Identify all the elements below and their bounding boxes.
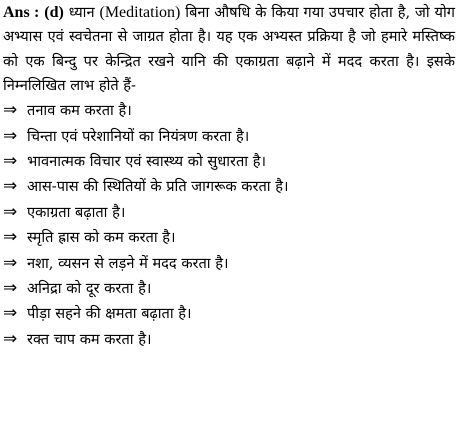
list-item <box>3 174 455 199</box>
arrow-icon: ⇒ <box>3 150 18 171</box>
benefit-text: भावनात्मक विचार एवं स्वास्थ्य को सुधारता है। <box>27 152 267 170</box>
list-item <box>3 276 455 301</box>
arrow-icon: ⇒ <box>3 277 18 298</box>
benefit-text: रक्त चाप कम करता है। <box>27 330 152 348</box>
answer-term: (Meditation) <box>99 4 181 21</box>
benefit-text: एकाग्रता बढ़ाता है। <box>27 203 126 221</box>
benefits-list <box>3 98 455 352</box>
benefit-text: अनिद्रा को दूर करता है। <box>27 279 152 297</box>
benefit-text: पीड़ा सहने की क्षमता बढ़ाता है। <box>27 305 192 323</box>
benefit-text: स्मृति ह्रास को कम करता है। <box>27 229 176 247</box>
arrow-icon: ⇒ <box>3 303 18 324</box>
list-item <box>3 200 455 225</box>
answer-text-before: ध्यान <box>63 4 100 21</box>
arrow-icon: ⇒ <box>3 328 18 349</box>
list-item <box>3 251 455 276</box>
arrow-icon: ⇒ <box>3 125 18 146</box>
benefit-text: तनाव कम करता है। <box>27 102 132 120</box>
list-item <box>3 124 455 149</box>
benefit-text: नशा, व्यसन से लड़ने में मदद करता है। <box>27 254 229 272</box>
arrow-icon: ⇒ <box>3 201 18 222</box>
answer-document <box>3 1 455 352</box>
benefit-text: आस-पास की स्थितियों के प्रति जागरूक करता है। <box>27 178 289 196</box>
answer-option: (d) <box>44 4 64 21</box>
list-item <box>3 149 455 174</box>
arrow-icon: ⇒ <box>3 252 18 273</box>
list-item <box>3 225 455 250</box>
list-item <box>3 301 455 326</box>
answer-label: Ans : <box>3 4 40 21</box>
benefit-text: चिन्ता एवं परेशानियों का नियंत्रण करता है। <box>27 127 250 145</box>
arrow-icon: ⇒ <box>3 176 18 197</box>
arrow-icon: ⇒ <box>3 100 18 121</box>
answer-paragraph <box>3 1 455 98</box>
arrow-icon: ⇒ <box>3 227 18 248</box>
answer-text-after: बिना औषधि के किया गया उपचार होता है, जो योग अभ्यास एवं स्वचेतना से जाग्रत होता है। यह एक अभ्यस्त प्रक्रिया है जो हमारे मस्तिष्क को एक बिन्दु पर केन्द्रित रखने यानि की एकाग्रता बढ़ाने में मदद करता है। इसके निम्नलिखित लाभ होते हैं- <box>3 4 456 94</box>
list-item <box>3 98 455 123</box>
list-item <box>3 327 455 352</box>
